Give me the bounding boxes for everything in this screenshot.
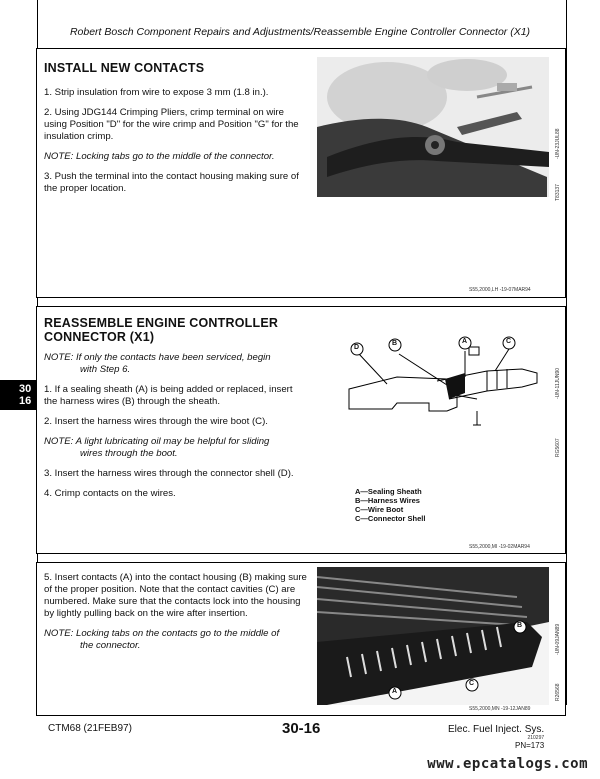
figure-id: R26568 [555, 683, 561, 701]
note: NOTE: Locking tabs go to the middle of the connector. [44, 151, 275, 162]
legend-item-b: B—Harness Wires [355, 496, 420, 505]
step-3: 3. Push the terminal into the contact housing making sure of the proper location. [44, 171, 299, 194]
section-install-new-contacts [36, 48, 566, 298]
section-title-line1: REASSEMBLE ENGINE CONTROLLER [44, 316, 279, 330]
footer-section-name [448, 724, 544, 750]
connector-diagram [337, 329, 552, 449]
figure-ref: S55,2000,MI -19-02MAR94 [469, 544, 530, 550]
step-4: 4. Crimp contacts on the wires. [44, 488, 176, 499]
right-page-rule [566, 0, 567, 705]
callout-a: A [462, 338, 468, 345]
figure-id: RG5607 [555, 438, 561, 457]
section-tab-page: 16 [19, 395, 32, 407]
note-line: NOTE: Locking tabs on the contacts go to the middle of [44, 628, 280, 639]
footer-pn: PN=173 [515, 741, 545, 750]
figure-id: T83137 [555, 184, 561, 201]
section-tab [0, 380, 37, 410]
note-line-indented: the connector. [80, 640, 141, 651]
note-locking-tabs [44, 628, 309, 652]
note-line-indented: with Step 6. [80, 364, 131, 375]
callout-c: C [506, 338, 512, 345]
legend-item-c: C—Wire Boot [355, 505, 404, 514]
step-1: 1. If a sealing sheath (A) is being added or replaced, insert the harness wires (B) through the sheath. [44, 384, 293, 407]
note-contacts-serviced [44, 352, 306, 376]
figure-legend [355, 487, 425, 523]
figure-code: -UN-09JAN89 [555, 623, 561, 655]
footer-section-label: Elec. Fuel Inject. Sys. [448, 724, 545, 735]
figure-code: -UN-23JUL88 [555, 128, 561, 159]
footer-date-code: 210297 [527, 735, 545, 741]
step-2: 2. Using JDG144 Crimping Pliers, crimp terminal on wire using Position "D" for the wire crimp and Position "G" for the insulation crimp. [44, 107, 299, 142]
step-3: 3. Insert the harness wires through the connector shell (D). [44, 468, 294, 479]
note-lubricating-oil [44, 436, 306, 460]
section-insert-contacts [36, 562, 566, 716]
callout-a: A [392, 688, 398, 695]
section-tab-number: 30 [19, 383, 32, 395]
note-line: NOTE: A light lubricating oil may be helpful for sliding [44, 436, 270, 447]
figure-code: -UN-11JUN90 [555, 367, 561, 399]
section-body [44, 352, 306, 508]
legend-item-d: C—Connector Shell [355, 514, 426, 523]
section-title-line2: CONNECTOR (X1) [44, 330, 155, 344]
footer-manual-id: CTM68 (21FEB97) [48, 723, 132, 734]
callout-d: D [354, 344, 360, 351]
crimping-pliers-photo [317, 57, 549, 197]
footer-page-number: 30-16 [282, 720, 321, 737]
callout-b: B [517, 622, 523, 629]
figure-ref: S55,2000,LH -19-07MAR94 [469, 287, 531, 293]
contact-housing-photo [317, 567, 549, 705]
page-header: Robert Bosch Component Repairs and Adjustments/Reassemble Engine Controller Connector (X1) [69, 26, 531, 38]
figure-ref: S55,2000,MN -19-12JAN89 [469, 706, 531, 712]
section-reassemble-connector [36, 306, 566, 554]
note-line-indented: wires through the boot. [80, 448, 178, 459]
section-title [44, 316, 278, 344]
watermark-link[interactable]: www.epcatalogs.com [427, 756, 588, 772]
step-2: 2. Insert the harness wires through the wire boot (C). [44, 416, 268, 427]
callout-c: C [469, 680, 475, 687]
section-body [44, 572, 309, 660]
section-body [44, 87, 306, 203]
note-line: NOTE: If only the contacts have been serviced, begin [44, 352, 271, 363]
step-1: 1. Strip insulation from wire to expose 3 mm (1.8 in.). [44, 87, 269, 98]
legend-item-a: A—Sealing Sheath [355, 487, 422, 496]
callout-b: B [392, 340, 398, 347]
step-5: 5. Insert contacts (A) into the contact housing (B) making sure of the proper position. Note that the contact cavities (C) are numbered. Make sure that the contacts lock into the housing by lightly pulling back on the wire after insertion. [44, 572, 307, 619]
section-title: INSTALL NEW CONTACTS [44, 61, 205, 75]
